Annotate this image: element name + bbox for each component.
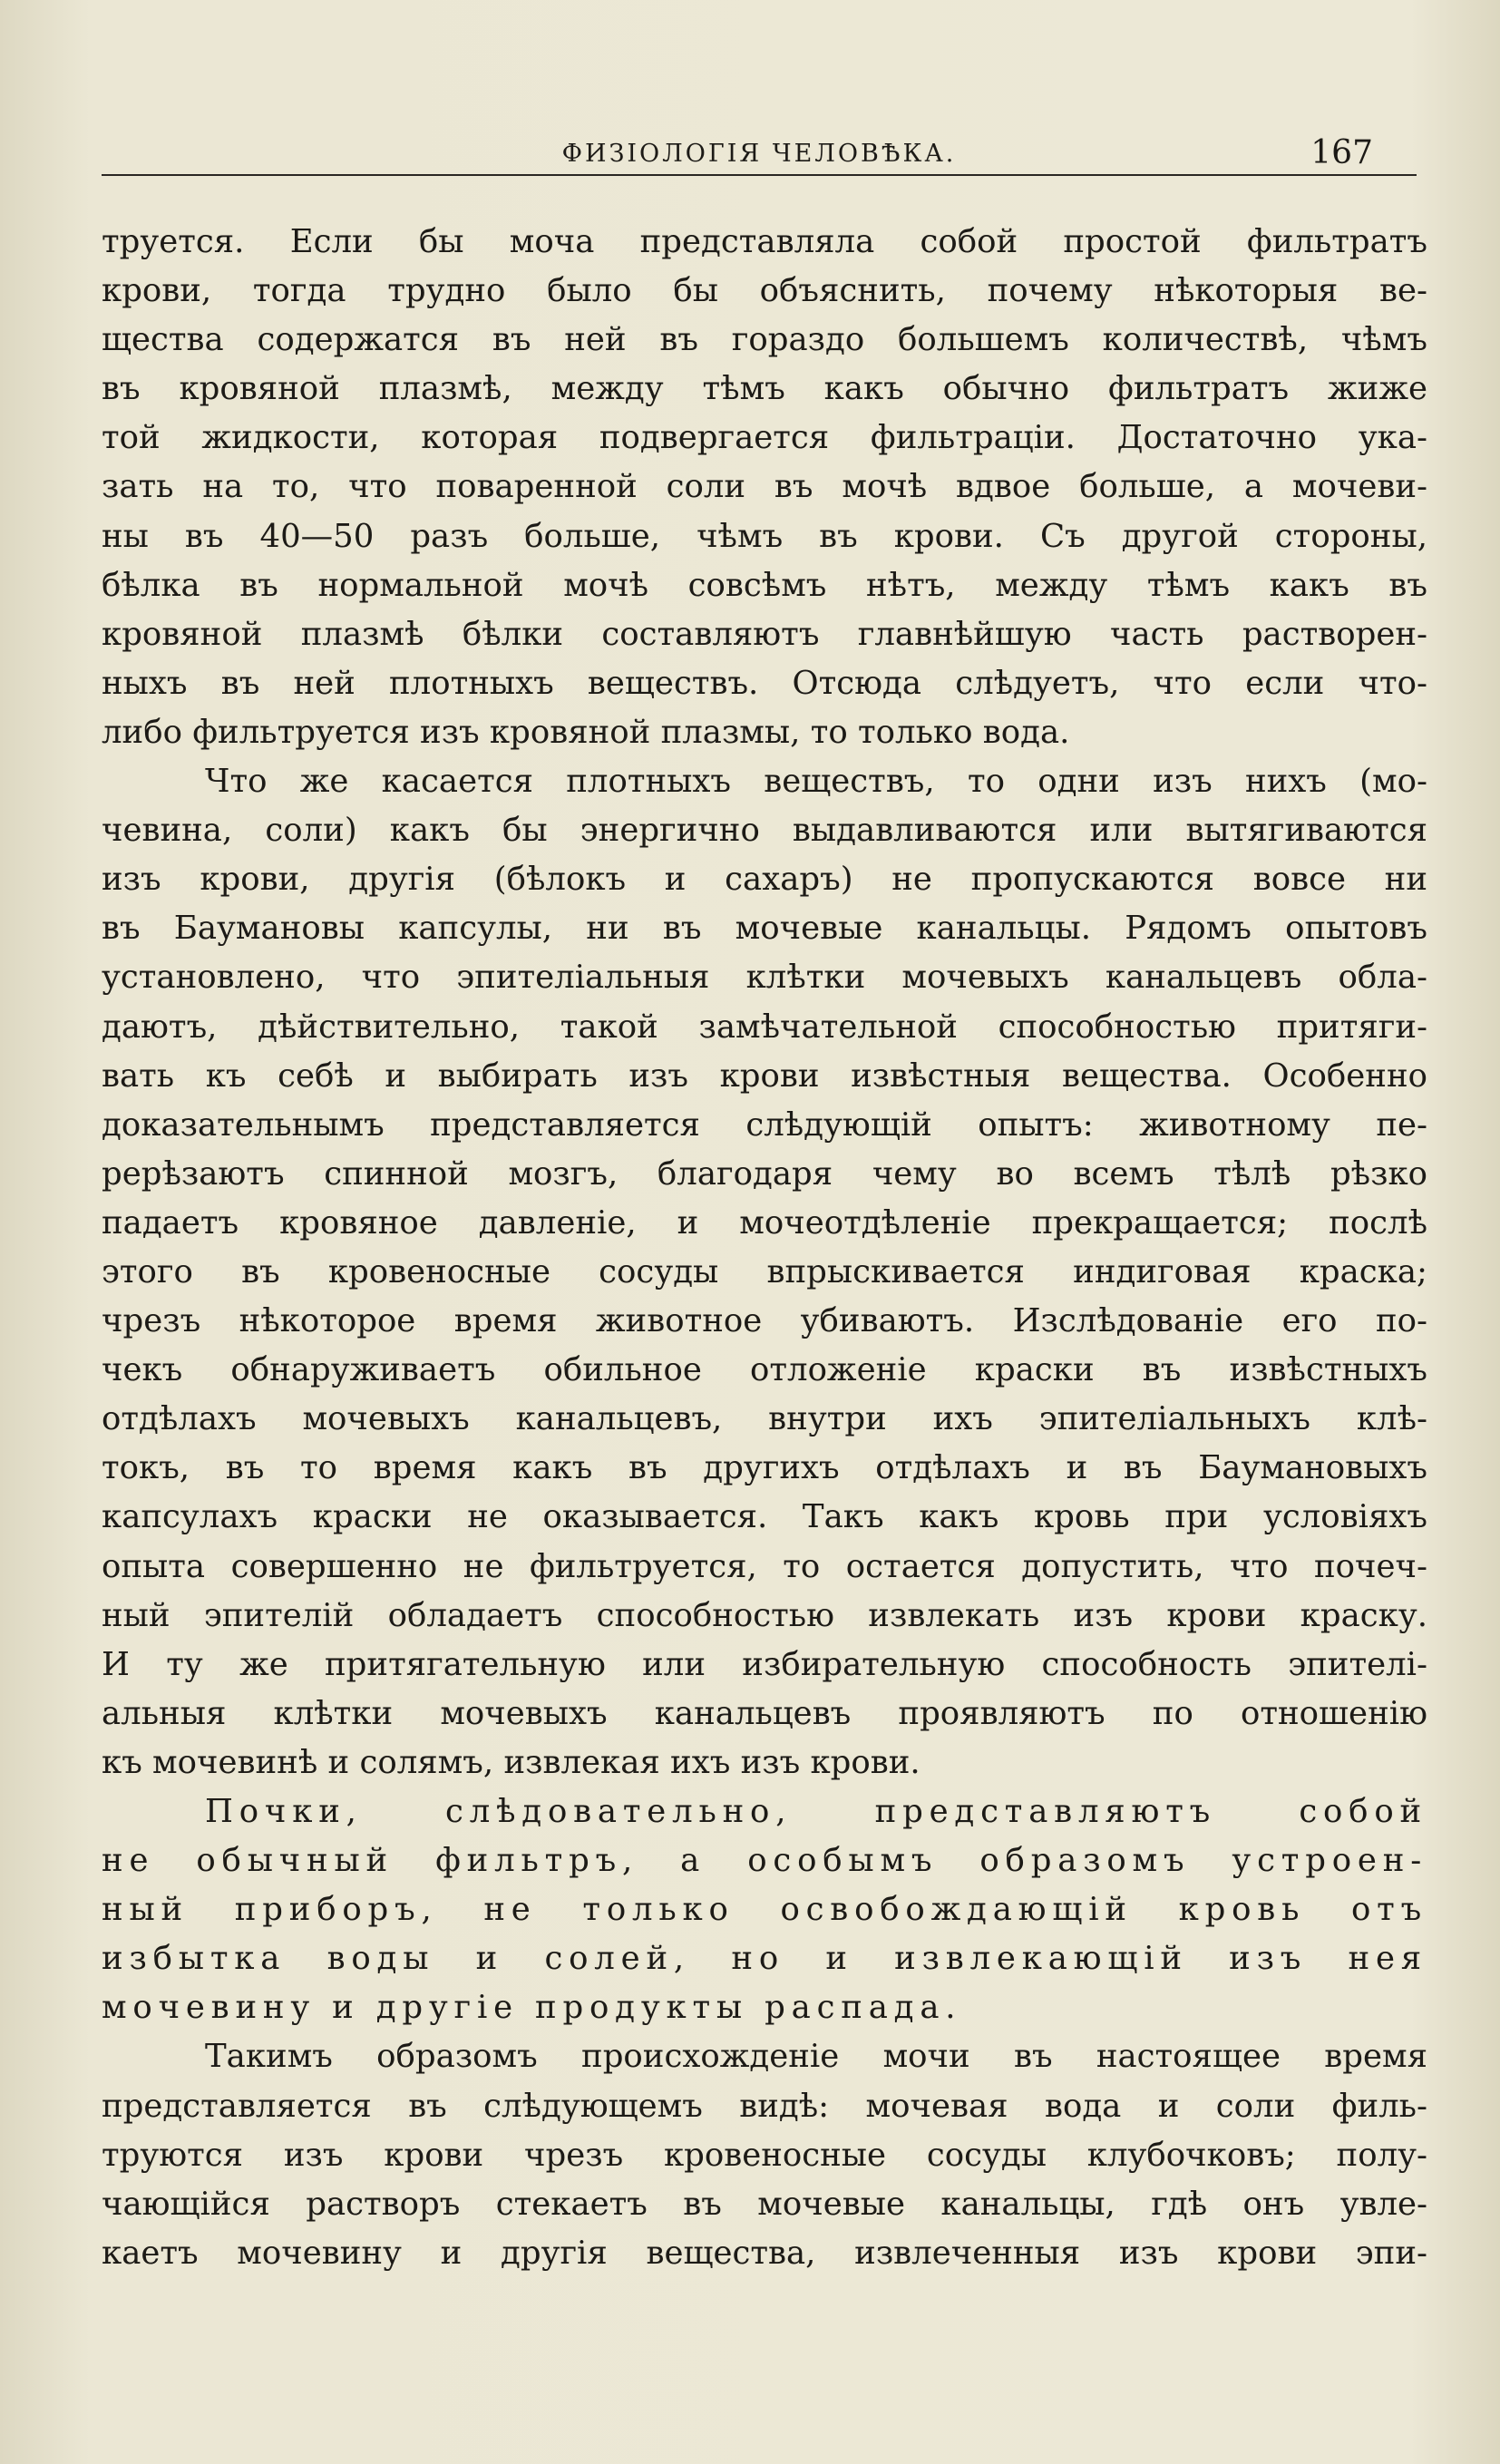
text-line: И ту же притягательную или избирательную способность эпителi- <box>102 1645 1427 1683</box>
text-line: въ кровяной плазмѣ, между тѣмъ какъ обычно фильтратъ жиже <box>102 370 1427 408</box>
text-line: кровяной плазмѣ бѣлки составляютъ главнѣйшую часть растворен- <box>102 615 1427 653</box>
text-line: ный эпителiй обладаетъ способностью извлекать изъ крови краску. <box>102 1596 1427 1634</box>
text-line: той жидкости, которая подвергается фильтрацiи. Достаточно ука- <box>102 419 1427 457</box>
text-line: представляется въ слѣдующемъ видѣ: мочевая вода и соли филь- <box>102 2087 1427 2125</box>
text-line: ны въ 40—50 разъ больше, чѣмъ въ крови. Съ другой стороны, <box>102 517 1427 555</box>
text-line: чающiйся растворъ стекаетъ въ мочевые канальцы, гдѣ онъ увле- <box>102 2185 1427 2223</box>
text-line: къ мочевинѣ и солямъ, извлекая ихъ изъ крови. <box>102 1743 920 1781</box>
text-line: въ Баумановы капсулы, ни въ мочевые канальцы. Рядомъ опытовъ <box>102 910 1427 948</box>
spaced-text-line: избытка воды и солей, но и извлекающiй изъ нея <box>102 1940 1427 1978</box>
text-line: вать къ себѣ и выбирать изъ крови извѣстныя вещества. Особенно <box>102 1057 1427 1095</box>
text-line: чекъ обнаруживаетъ обильное отложенiе краски въ извѣстныхъ <box>102 1351 1427 1389</box>
text-line: даютъ, дѣйствительно, такой замѣчательной способностью притяги- <box>102 1008 1427 1046</box>
text-line: токъ, въ то время какъ въ другихъ отдѣлахъ и въ Баумановыхъ <box>102 1449 1427 1487</box>
page-number: 167 <box>1310 134 1373 171</box>
text-line: чевина, соли) какъ бы энергично выдавливаются или вытягиваются <box>102 812 1427 850</box>
text-line: капсулахъ краски не оказывается. Такъ какъ кровь при условiяхъ <box>102 1498 1427 1536</box>
text-line: ныхъ въ ней плотныхъ веществъ. Отсюда слѣдуетъ, что если что- <box>102 664 1427 702</box>
text-line: крови, тогда трудно было бы объяснить, почему нѣкоторыя ве- <box>102 272 1427 310</box>
text-line: труется. Если бы моча представляла собой простой фильтратъ <box>102 223 1427 260</box>
text-line: доказательнымъ представляется слѣдующiй опытъ: животному пе- <box>102 1105 1427 1144</box>
spaced-text-line: мочевину и другiе продукты распада. <box>102 1989 962 2027</box>
page-header <box>102 136 1417 176</box>
text-line: опыта совершенно не фильтруется, то остается допустить, что почеч- <box>102 1547 1427 1585</box>
text-line: падаетъ кровяное давленiе, и мочеотдѣленiе прекращается; послѣ <box>102 1203 1427 1242</box>
text-line: установлено, что эпителiальныя клѣтки мочевыхъ канальцевъ обла- <box>102 959 1427 997</box>
text-line: рерѣзаютъ спинной мозгъ, благодаря чему во всемъ тѣлѣ рѣзко <box>102 1154 1427 1193</box>
text-line: отдѣлахъ мочевыхъ канальцевъ, внутри ихъ эпителiальныхъ клѣ- <box>102 1400 1427 1438</box>
text-line: этого въ кровеносные сосуды впрыскивается индиговая краска; <box>102 1252 1427 1290</box>
text-line: альныя клѣтки мочевыхъ канальцевъ проявляютъ по отношенiю <box>102 1694 1427 1732</box>
spaced-text-line: ный приборъ, не только освобождающiй кровь отъ <box>102 1891 1427 1929</box>
text-line: щества содержатся въ ней въ гораздо большемъ количествѣ, чѣмъ <box>102 321 1427 359</box>
text-line: каетъ мочевину и другiя вещества, извлеченныя изъ крови эпи- <box>102 2234 1427 2272</box>
spaced-text-line: Почки, слѣдовательно, представляютъ собой <box>205 1793 1427 1830</box>
text-line: бѣлка въ нормальной мочѣ совсѣмъ нѣтъ, между тѣмъ какъ въ <box>102 566 1427 604</box>
text-line: Такимъ образомъ происхожденiе мочи въ настоящее время <box>205 2038 1427 2076</box>
text-line: либо фильтруется изъ кровяной плазмы, то только вода. <box>102 713 1070 751</box>
text-line: чрезъ нѣкоторое время животное убиваютъ. Изслѣдованiе его по- <box>102 1302 1427 1340</box>
text-line: зать на то, что поваренной соли въ мочѣ вдвое больше, а мочеви- <box>102 468 1427 506</box>
text-line: изъ крови, другiя (бѣлокъ и сахаръ) не пропускаются вовсе ни <box>102 861 1427 899</box>
text-line: труются изъ крови чрезъ кровеносные сосуды клубочковъ; полу- <box>102 2136 1427 2174</box>
spaced-text-line: не обычный фильтръ, а особымъ образомъ устроен- <box>102 1842 1427 1880</box>
body-text <box>102 218 1427 2278</box>
text-line: Что же касается плотныхъ веществъ, то одни изъ нихъ (мо- <box>205 763 1427 801</box>
running-title: ФИЗIОЛОГIЯ ЧЕЛОВѢКА. <box>561 140 957 168</box>
